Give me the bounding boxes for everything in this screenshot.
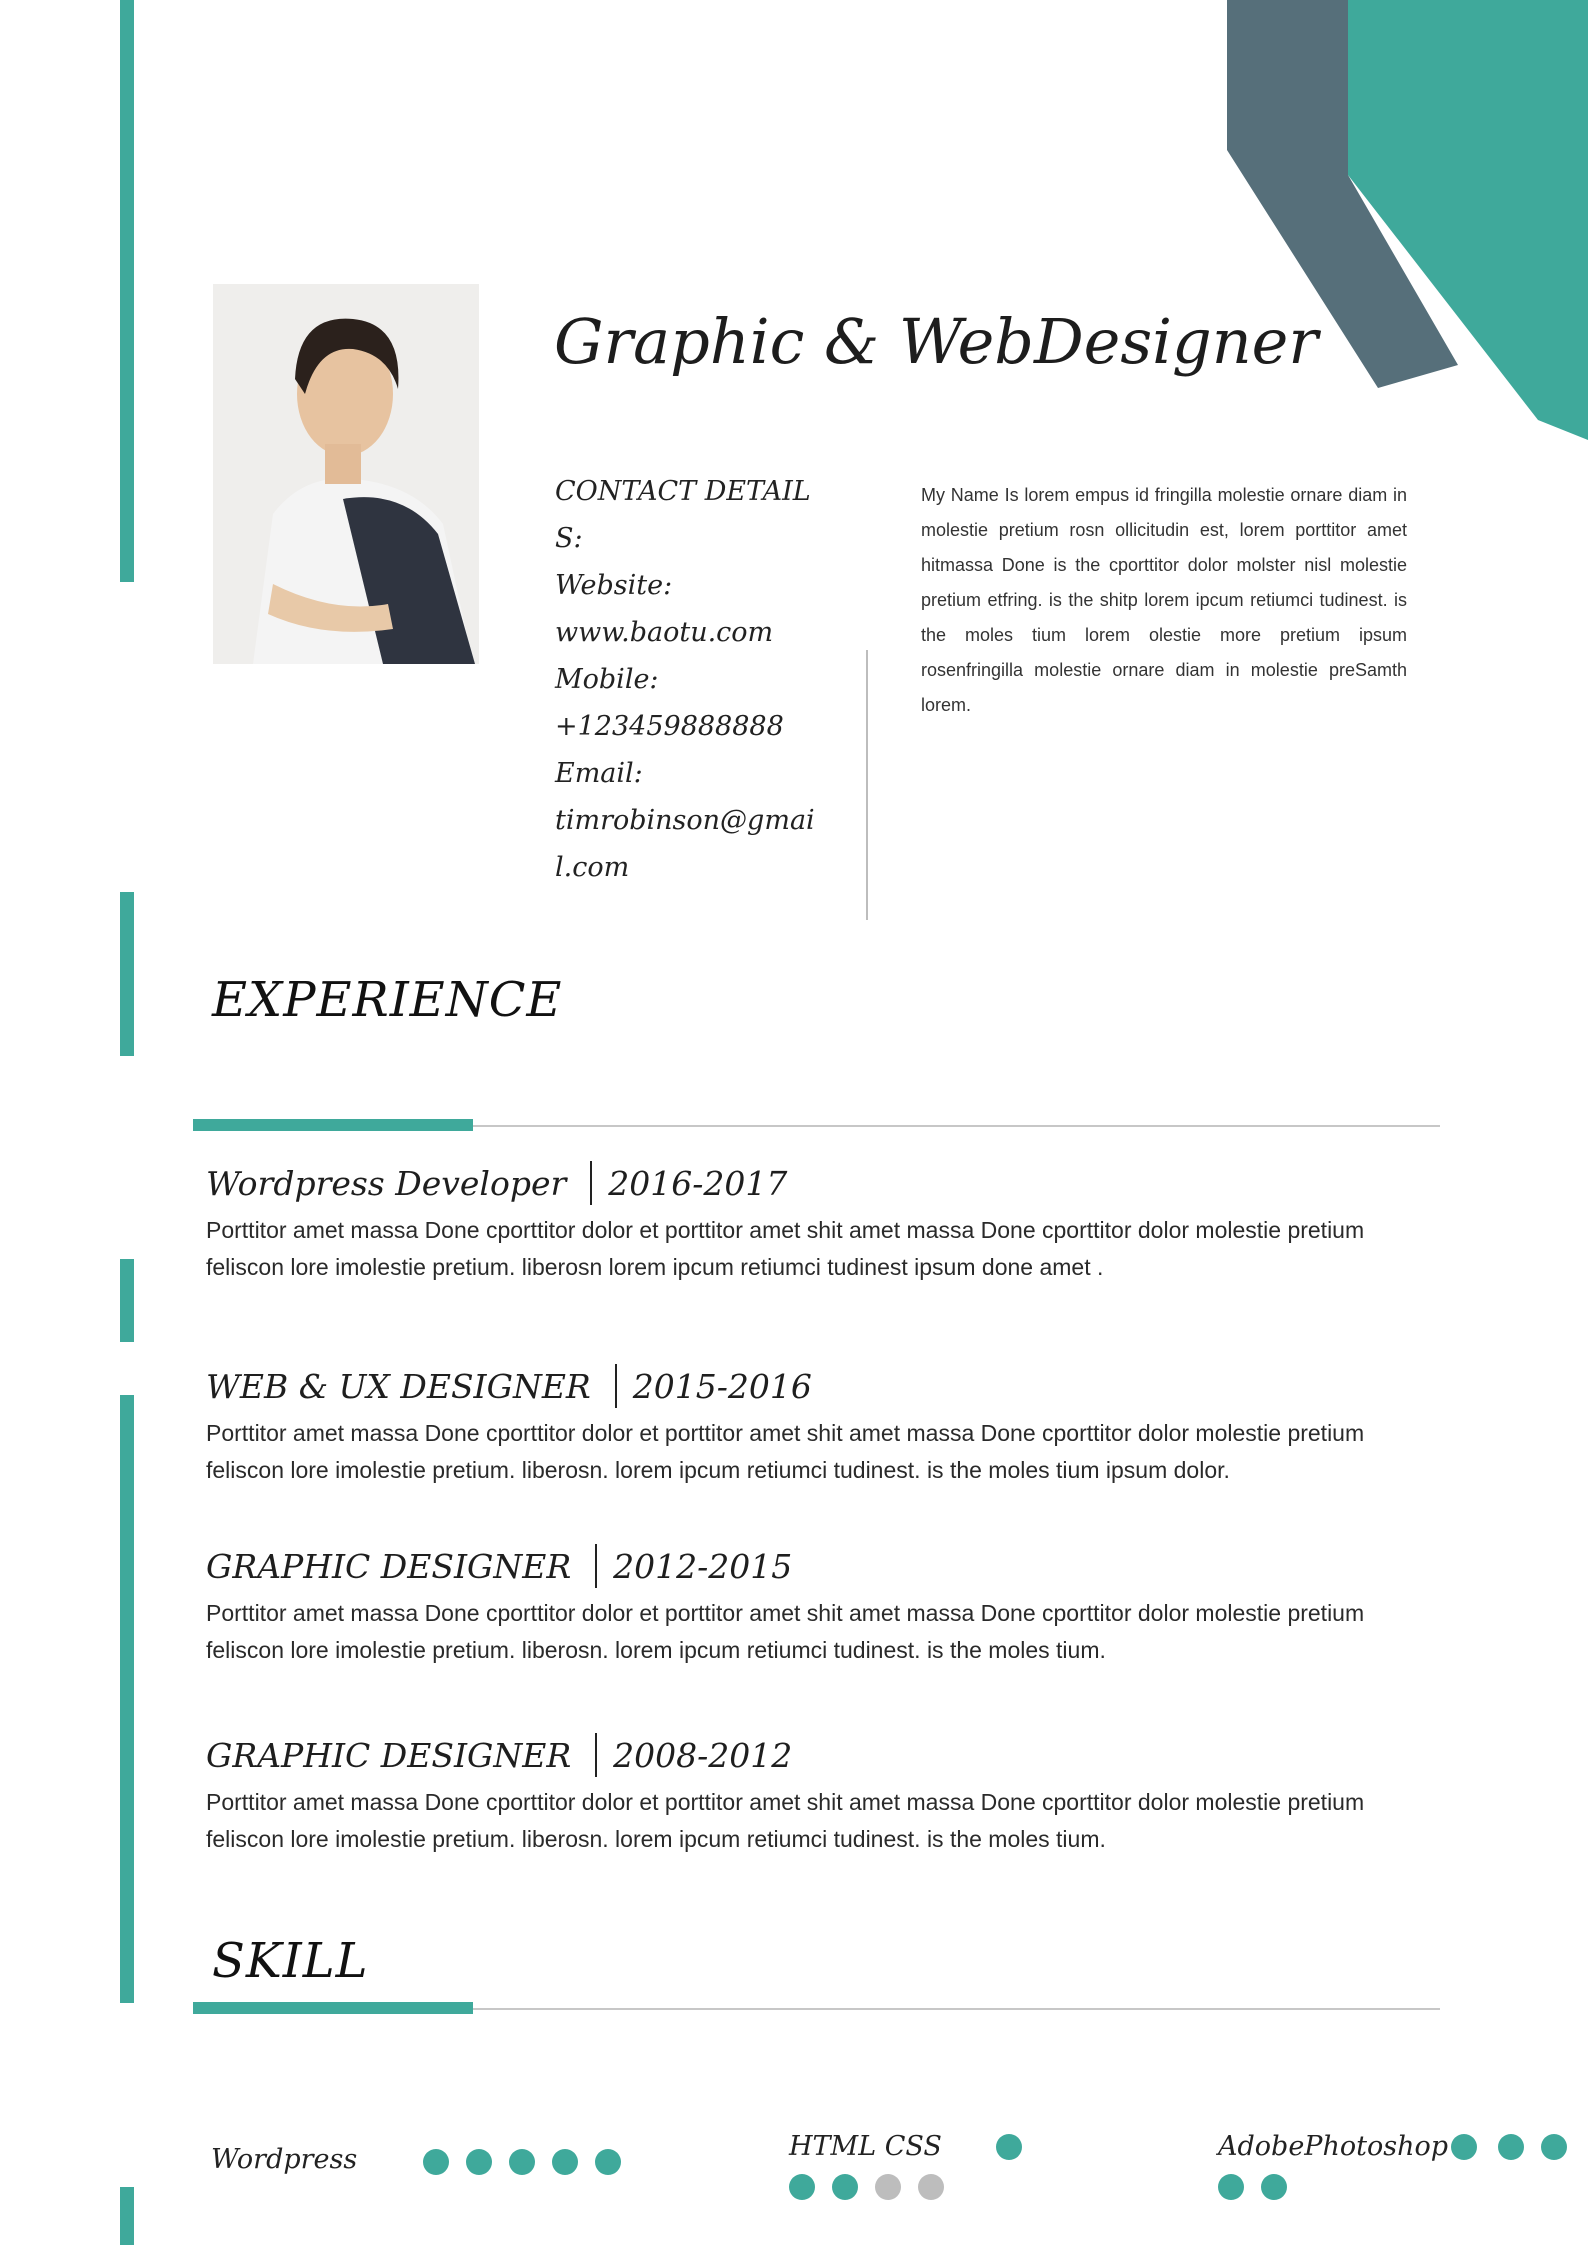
email-value[interactable]: timrobinson@gmail.com bbox=[555, 805, 815, 883]
job-entry bbox=[206, 1158, 1446, 1286]
section-rule-accent bbox=[193, 2002, 473, 2014]
accent-bar bbox=[120, 892, 134, 1056]
job-entry bbox=[206, 1730, 1446, 1858]
vertical-divider bbox=[866, 650, 868, 920]
skill-dot-filled bbox=[595, 2149, 621, 2175]
job-entry bbox=[206, 1361, 1446, 1489]
job-description: Porttitor amet massa Done cporttitor dolor et porttitor amet shit amet massa Done cporttitor dolor molestie pretium feliscon lore imolestie pretium. liberosn lorem ipcum retiumci tudinest ipsum done amet . bbox=[206, 1217, 1365, 1280]
experience-heading: EXPERIENCE bbox=[212, 972, 563, 1028]
job-years: 2016-2017 bbox=[608, 1163, 788, 1203]
job-role: GRAPHIC DESIGNER bbox=[206, 1735, 572, 1775]
skill-dot-filled bbox=[832, 2174, 858, 2200]
job-heading bbox=[206, 1541, 1446, 1591]
job-separator bbox=[615, 1364, 617, 1408]
accent-bar bbox=[120, 2187, 134, 2245]
skill-dot-empty bbox=[875, 2174, 901, 2200]
page-title: Graphic & WebDesigner bbox=[554, 305, 1318, 378]
contact-details bbox=[555, 468, 815, 891]
skill-dot-filled bbox=[996, 2134, 1022, 2160]
skill-dot-filled bbox=[1218, 2174, 1244, 2200]
job-separator bbox=[595, 1733, 597, 1777]
job-heading bbox=[206, 1730, 1446, 1780]
skill-label: HTML CSS bbox=[789, 2131, 942, 2162]
mobile-label: Mobile: bbox=[555, 664, 659, 695]
contact-heading: CONTACT DETAILS: bbox=[555, 476, 811, 554]
skill-dot-empty bbox=[918, 2174, 944, 2200]
job-years: 2015-2016 bbox=[632, 1366, 812, 1406]
skill-label: Wordpress bbox=[211, 2144, 358, 2175]
job-description: Porttitor amet massa Done cporttitor dolor et porttitor amet shit amet massa Done cporttitor dolor molestie pretium feliscon lore imolestie pretium. liberosn. lorem ipcum retiumci tudinest. is the moles tium. bbox=[206, 1789, 1365, 1852]
job-description: Porttitor amet massa Done cporttitor dolor et porttitor amet shit amet massa Done cporttitor dolor molestie pretium feliscon lore imolestie pretium. liberosn. lorem ipcum retiumci tudinest. is the moles tium ipsum dolor. bbox=[206, 1420, 1365, 1483]
job-years: 2012-2015 bbox=[613, 1546, 793, 1586]
skill-dot-filled bbox=[509, 2149, 535, 2175]
skill-dot-filled bbox=[552, 2149, 578, 2175]
job-role: Wordpress Developer bbox=[206, 1163, 567, 1203]
mobile-value: +123459888888 bbox=[555, 711, 784, 742]
skill-label: AdobePhotoshop bbox=[1218, 2131, 1449, 2162]
section-rule-accent bbox=[193, 1119, 473, 1131]
accent-bar bbox=[120, 1259, 134, 1342]
skill-dot-filled bbox=[1541, 2134, 1567, 2160]
job-separator bbox=[595, 1544, 597, 1588]
website-label: Website: bbox=[555, 570, 673, 601]
skill-heading: SKILL bbox=[212, 1933, 369, 1989]
skill-dot-filled bbox=[789, 2174, 815, 2200]
skill-dot-filled bbox=[1261, 2174, 1287, 2200]
profile-photo bbox=[213, 284, 479, 664]
skill-dot-filled bbox=[423, 2149, 449, 2175]
job-separator bbox=[590, 1161, 592, 1205]
email-label: Email: bbox=[555, 758, 643, 789]
skill-dot-filled bbox=[466, 2149, 492, 2175]
about-text: My Name Is lorem empus id fringilla molestie ornare diam in molestie pretium rosn ollicitudin est, lorem porttitor amet hitmassa Done is the cporttitor dolor molster nisl molestie pretium etfring. is the shitp lorem ipcum retiumci tudinest. is the moles tium lorem olestie more pretium ipsum rosenfringilla molestie ornare diam in molestie preSamth lorem. bbox=[921, 485, 1407, 715]
job-heading bbox=[206, 1361, 1446, 1411]
job-years: 2008-2012 bbox=[613, 1735, 793, 1775]
job-heading bbox=[206, 1158, 1446, 1208]
accent-bar bbox=[120, 0, 134, 582]
job-entry bbox=[206, 1541, 1446, 1669]
website-value[interactable]: www.baotu.com bbox=[555, 617, 774, 648]
skill-dot-filled bbox=[1451, 2134, 1477, 2160]
skill-dot-filled bbox=[1498, 2134, 1524, 2160]
accent-bar bbox=[120, 1395, 134, 2003]
job-description: Porttitor amet massa Done cporttitor dolor et porttitor amet shit amet massa Done cporttitor dolor molestie pretium feliscon lore imolestie pretium. liberosn. lorem ipcum retiumci tudinest. is the moles tium. bbox=[206, 1600, 1365, 1663]
job-role: GRAPHIC DESIGNER bbox=[206, 1546, 572, 1586]
job-role: WEB & UX DESIGNER bbox=[206, 1366, 591, 1406]
